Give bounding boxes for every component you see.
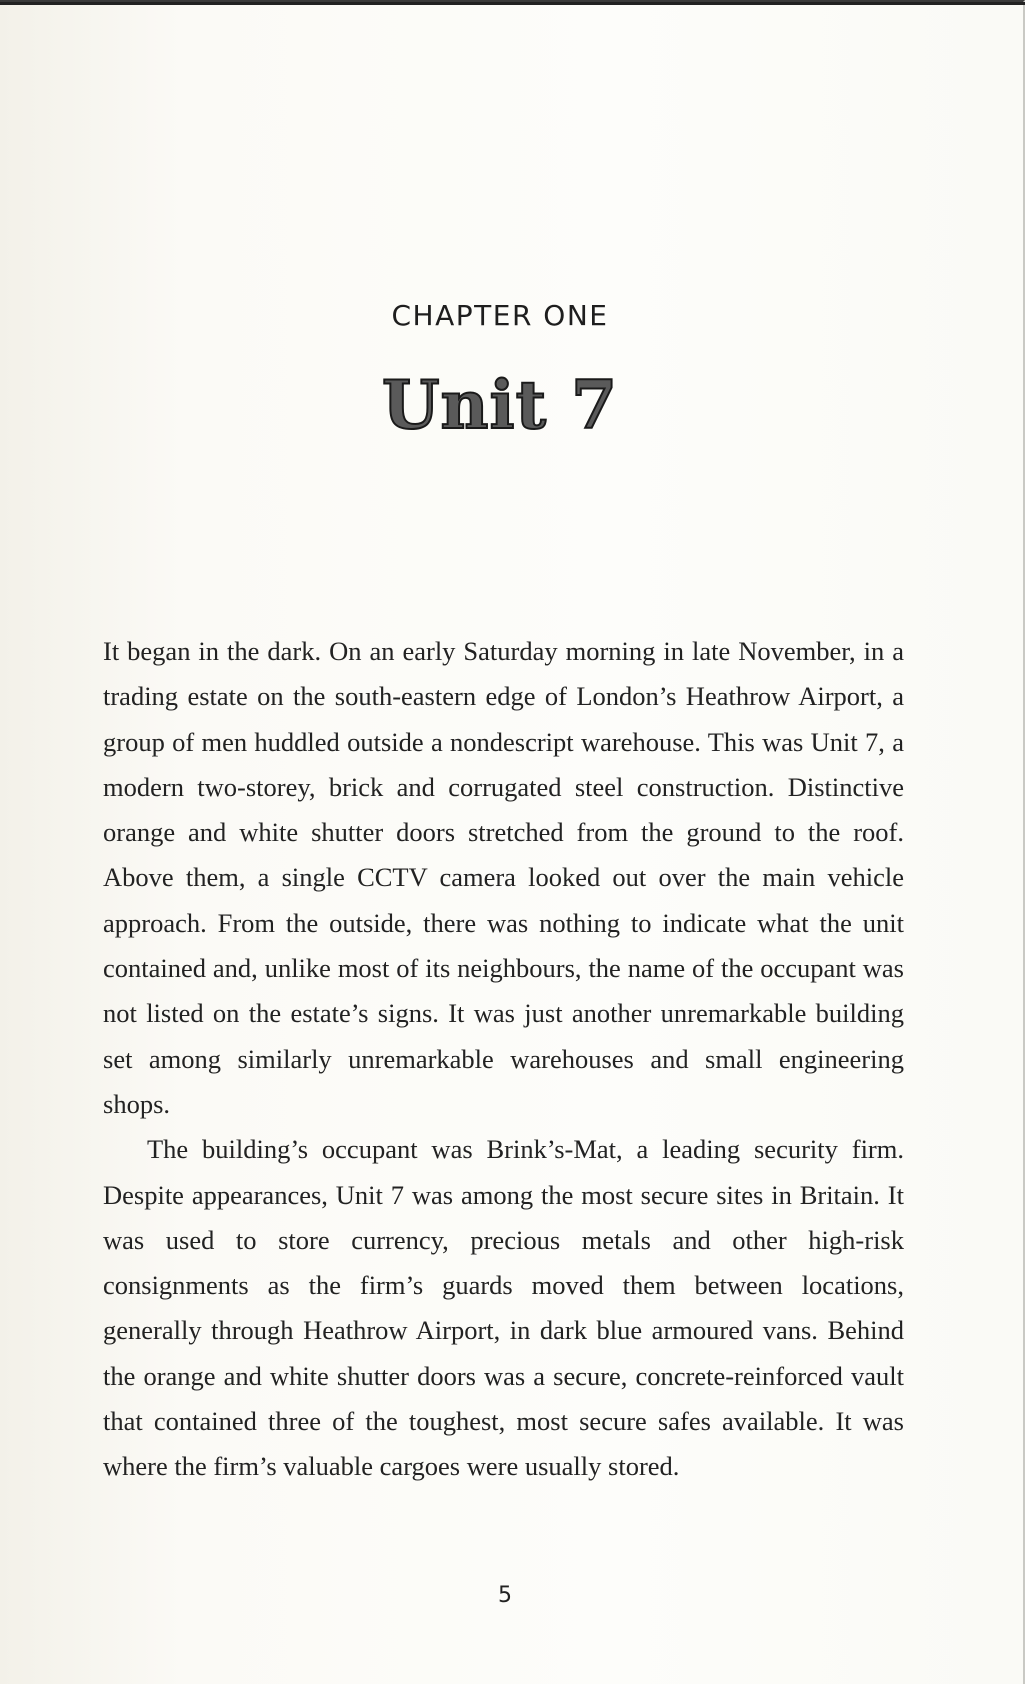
chapter-label: CHAPTER ONE bbox=[391, 299, 609, 332]
paragraph-1: It began in the dark. On an early Saturday morning in late November, in a trading estate on the south-eastern edge of London’s Heathrow Airport, a group of men huddled outside a nondescript warehouse. This was Unit 7, a modern two-storey, brick and corrugated steel construction. Distinctive orange and white shutter doors stretched from the ground to the roof. Above them, a single CCTV camera looked out over the main vehicle approach. From the outside, there was nothing to indicate what the unit contained and, unlike most of its neighbours, the name of the occupant was not listed on the estate’s signs. It was just another unremarkable building set among similarly unremarkable warehouses and small engineering shops. bbox=[103, 636, 904, 1119]
paragraph-2: The building’s occupant was Brink’s-Mat, a leading security firm. Despite appearances, Unit 7 was among the most secure sites in Britain. It was used to store currency, precious metals and other high-risk consignments as the firm’s guards moved them between locations, generally through Heathrow Airport, in dark blue armoured vans. Behind the orange and white shutter doors was a secure, concrete-reinforced vault that contained three of the toughest, most secure safes available. It was where the firm’s valuable cargoes were usually stored. bbox=[103, 1134, 904, 1482]
page-number: 5 bbox=[498, 1583, 512, 1608]
chapter-title: Unit 7 bbox=[381, 366, 618, 444]
page-top-edge bbox=[0, 2, 1025, 5]
chapter-body bbox=[103, 629, 904, 1490]
